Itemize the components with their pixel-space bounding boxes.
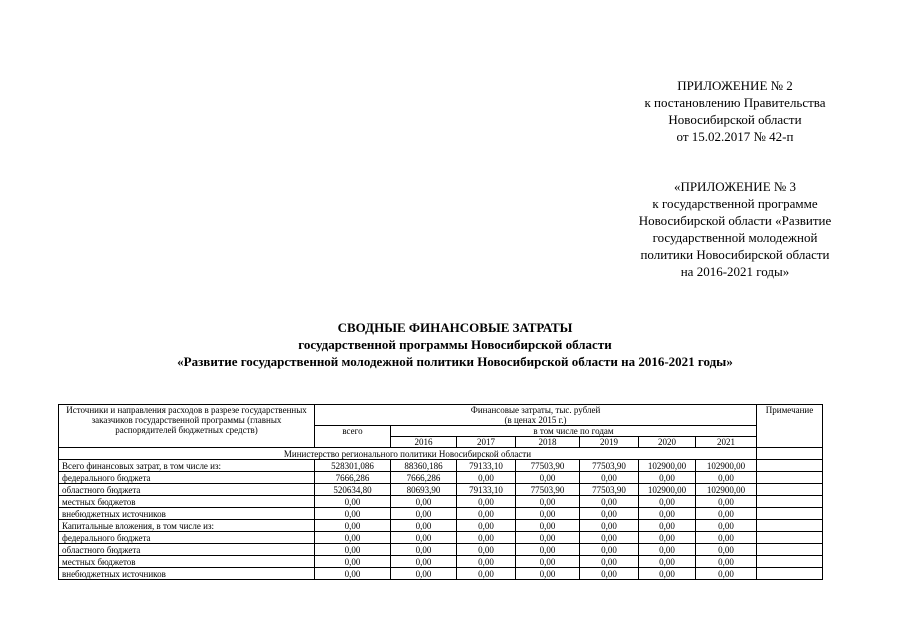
- notes-cell: [757, 460, 823, 472]
- row-label: Капитальные вложения, в том числе из:: [59, 520, 315, 532]
- header-year: 2017: [457, 437, 516, 448]
- value-year: 0,00: [457, 520, 516, 532]
- title-line-main: СВОДНЫЕ ФИНАНСОВЫЕ ЗАТРАТЫ: [337, 320, 573, 335]
- appendix-header-1: [620, 77, 850, 145]
- table-row: [59, 568, 823, 580]
- value-year: 0,00: [516, 472, 580, 484]
- header-year: 2018: [516, 437, 580, 448]
- value-year: 0,00: [391, 532, 457, 544]
- value-year: 0,00: [516, 520, 580, 532]
- value-total: 0,00: [315, 544, 391, 556]
- value-year: 77503,90: [580, 484, 639, 496]
- value-year: 88360,186: [391, 460, 457, 472]
- header-by-year: в том числе по годам: [391, 426, 757, 437]
- value-year: 7666,286: [391, 472, 457, 484]
- appendix-line: Новосибирской области «Развитие: [638, 213, 832, 228]
- appendix-line: политики Новосибирской области: [640, 247, 830, 262]
- value-year: 79133,10: [457, 460, 516, 472]
- value-year: 0,00: [580, 496, 639, 508]
- title-line-program: государственной программы Новосибирской области: [298, 337, 612, 352]
- value-year: 0,00: [580, 532, 639, 544]
- value-year: 0,00: [457, 508, 516, 520]
- value-year: 0,00: [457, 544, 516, 556]
- value-total: 0,00: [315, 568, 391, 580]
- header-year: 2016: [391, 437, 457, 448]
- document-title: [60, 319, 850, 370]
- value-year: 0,00: [696, 520, 757, 532]
- value-year: 0,00: [696, 508, 757, 520]
- value-year: 0,00: [391, 544, 457, 556]
- notes-cell: [757, 544, 823, 556]
- value-year: 0,00: [391, 496, 457, 508]
- value-year: 0,00: [639, 520, 696, 532]
- value-total: 0,00: [315, 556, 391, 568]
- appendix-title: ПРИЛОЖЕНИЕ № 2: [677, 78, 793, 93]
- value-year: 0,00: [391, 520, 457, 532]
- header-total: всего: [315, 426, 391, 448]
- value-year: 0,00: [516, 508, 580, 520]
- notes-cell: [757, 496, 823, 508]
- table-row: [59, 460, 823, 472]
- value-year: 102900,00: [639, 484, 696, 496]
- value-total: 7666,286: [315, 472, 391, 484]
- table-row: [59, 472, 823, 484]
- value-total: 0,00: [315, 532, 391, 544]
- table-row: [59, 496, 823, 508]
- value-year: 0,00: [457, 496, 516, 508]
- value-year: 0,00: [580, 520, 639, 532]
- row-label: областного бюджета: [59, 544, 315, 556]
- table-body: [59, 460, 823, 580]
- header-costs: [315, 405, 757, 426]
- value-total: 528301,086: [315, 460, 391, 472]
- appendix-title: «ПРИЛОЖЕНИЕ № 3: [673, 179, 797, 194]
- value-year: 0,00: [457, 556, 516, 568]
- header-notes: Примечание: [757, 405, 823, 448]
- value-year: 0,00: [696, 568, 757, 580]
- value-total: 0,00: [315, 496, 391, 508]
- header-year: 2019: [580, 437, 639, 448]
- value-year: 0,00: [696, 544, 757, 556]
- value-year: 0,00: [639, 472, 696, 484]
- row-label: Всего финансовых затрат, в том числе из:: [59, 460, 315, 472]
- table-row: [59, 520, 823, 532]
- value-year: 79133,10: [457, 484, 516, 496]
- table-row: [59, 532, 823, 544]
- notes-cell: [757, 484, 823, 496]
- value-total: 0,00: [315, 508, 391, 520]
- header-year: 2020: [639, 437, 696, 448]
- appendix-line: Новосибирской области: [668, 112, 802, 127]
- value-year: 102900,00: [639, 460, 696, 472]
- title-line-program-name: «Развитие государственной молодежной политики Новосибирской области на 2016-2021 годы»: [177, 354, 733, 369]
- header-year: 2021: [696, 437, 757, 448]
- value-year: 0,00: [580, 472, 639, 484]
- value-year: 0,00: [580, 568, 639, 580]
- table-row: [59, 508, 823, 520]
- value-year: 77503,90: [580, 460, 639, 472]
- value-year: 0,00: [516, 532, 580, 544]
- appendix-line: государственной молодежной: [652, 230, 818, 245]
- value-year: 0,00: [696, 472, 757, 484]
- value-year: 0,00: [639, 568, 696, 580]
- table-header-row: [59, 405, 823, 426]
- value-year: 77503,90: [516, 484, 580, 496]
- notes-cell: [757, 532, 823, 544]
- value-year: 0,00: [516, 556, 580, 568]
- value-total: 520634,80: [315, 484, 391, 496]
- value-year: 0,00: [391, 556, 457, 568]
- appendix-line: на 2016-2021 годы»: [680, 264, 790, 279]
- value-year: 0,00: [516, 568, 580, 580]
- value-year: 77503,90: [516, 460, 580, 472]
- row-label: областного бюджета: [59, 484, 315, 496]
- section-row: [59, 448, 823, 460]
- value-year: 80693,90: [391, 484, 457, 496]
- value-year: 0,00: [696, 532, 757, 544]
- value-total: 0,00: [315, 520, 391, 532]
- value-year: 0,00: [516, 544, 580, 556]
- value-year: 0,00: [696, 556, 757, 568]
- value-year: 0,00: [639, 544, 696, 556]
- value-year: 0,00: [696, 496, 757, 508]
- header-source: Источники и направления расходов в разрезе государственных заказчиков государственной программы (главных распорядителей бюджетных средств): [59, 405, 315, 448]
- notes-cell: [757, 556, 823, 568]
- value-year: 0,00: [580, 508, 639, 520]
- appendix-line: к постановлению Правительства: [644, 95, 826, 110]
- notes-cell: [757, 448, 823, 460]
- financial-costs-table-container: [58, 404, 823, 580]
- value-year: 0,00: [580, 556, 639, 568]
- notes-cell: [757, 508, 823, 520]
- row-label: внебюджетных источников: [59, 508, 315, 520]
- value-year: 0,00: [391, 508, 457, 520]
- value-year: 0,00: [457, 568, 516, 580]
- appendix-header-2: [600, 178, 870, 280]
- value-year: 0,00: [457, 472, 516, 484]
- row-label: федерального бюджета: [59, 472, 315, 484]
- value-year: 0,00: [457, 532, 516, 544]
- notes-cell: [757, 520, 823, 532]
- financial-costs-table: [58, 404, 823, 580]
- table-row: [59, 544, 823, 556]
- row-label: местных бюджетов: [59, 496, 315, 508]
- appendix-line: к государственной программе: [652, 196, 818, 211]
- row-label: внебюджетных источников: [59, 568, 315, 580]
- header-costs-note: (в ценах 2015 г.): [504, 415, 567, 425]
- value-year: 0,00: [639, 496, 696, 508]
- notes-cell: [757, 568, 823, 580]
- value-year: 0,00: [516, 496, 580, 508]
- header-costs-label: Финансовые затраты, тыс. рублей: [470, 405, 601, 415]
- section-label: Министерство регионального политики Новосибирской области: [59, 448, 757, 460]
- value-year: 0,00: [391, 568, 457, 580]
- notes-cell: [757, 472, 823, 484]
- value-year: 0,00: [639, 508, 696, 520]
- value-year: 0,00: [580, 544, 639, 556]
- table-row: [59, 556, 823, 568]
- appendix-date-number: от 15.02.2017 № 42-п: [676, 129, 794, 144]
- table-row: [59, 484, 823, 496]
- value-year: 102900,00: [696, 484, 757, 496]
- value-year: 0,00: [639, 532, 696, 544]
- row-label: местных бюджетов: [59, 556, 315, 568]
- value-year: 102900,00: [696, 460, 757, 472]
- value-year: 0,00: [639, 556, 696, 568]
- row-label: федерального бюджета: [59, 532, 315, 544]
